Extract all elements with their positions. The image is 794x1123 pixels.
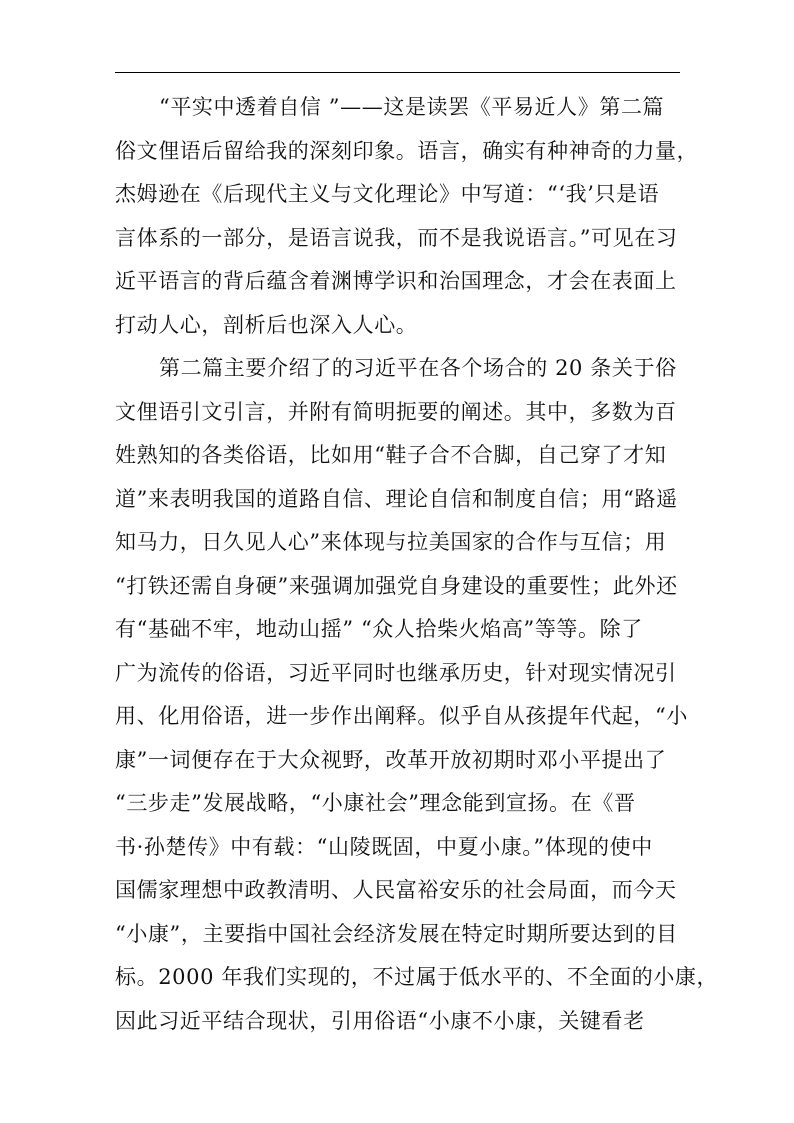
text-line: 杰姆逊在《后现代主义与文化理论》中写道：“‘我’只是语 [115,182,660,206]
text-line: 书·孙楚传》中有载：“山陵既固，中夏小康。”体现的使中 [115,834,653,859]
text-line: 近平语言的背后蕴含着渊博学识和治国理念，才会在表面上 [115,269,677,293]
text-line: 有“基础不牢，地动山摇” “众人拾柴火焰高”等等。除了 [115,617,643,641]
text-line: 言体系的一部分，是语言说我，而不是我说语言。”可见在习 [115,225,678,250]
text-line: “小康”，主要指中国社会经济发展在特定时期所要达到的目 [115,921,678,946]
paragraph-2 [115,347,719,1043]
text-line: “三步走”发展战略，“小康社会”理念能到宣扬。在《晋 [115,791,636,815]
text-line: 康”一词便存在于大众视野，改革开放初期时邓小平提出了 [115,747,667,772]
text-line: 文俚语引文引言，并附有简明扼要的阐述。其中，多数为百 [115,399,677,424]
text-line: 广为流传的俗语，习近平同时也继承历史，针对现实情况引 [115,660,677,685]
page-body [115,86,719,1043]
text-line: “打铁还需自身硬”来强调加强党自身建设的重要性；此外还 [115,573,678,598]
text-line: 因此习近平结合现状，引用俗语“小康不小康，关键看老 [115,1008,645,1033]
header-rule [115,72,680,73]
text-line: 打动人心，剖析后也深入人心。 [115,312,418,337]
paragraph-1 [115,86,699,347]
text-line: 知马力，日久见人心”来体现与拉美国家的合作与互信；用 [115,530,667,554]
text-line: 国儒家理想中政教清明、人民富裕安乐的社会局面，而今天 [115,878,677,902]
text-line: 第二篇主要介绍了的习近平在各个场合的 20 条关于俗 [159,356,677,380]
text-line: “平实中透着自信 ”——这是读罢《平易近人》第二篇 [159,95,665,119]
text-line: 道”来表明我国的道路自信、理论自信和制度自信；用“路遥 [115,486,678,511]
text-line: 用、化用俗语，进一步作出阐释。似乎自从孩提年代起，“小 [115,704,688,728]
text-line: 标。2000 年我们实现的，不过属于低水平的、不全面的小康， [115,965,719,989]
text-line: 姓熟知的各类俗语，比如用“鞋子合不合脚，自己穿了才知 [115,443,667,467]
text-line: 俗文俚语后留给我的深刻印象。语言，确实有种神奇的力量， [115,138,699,163]
